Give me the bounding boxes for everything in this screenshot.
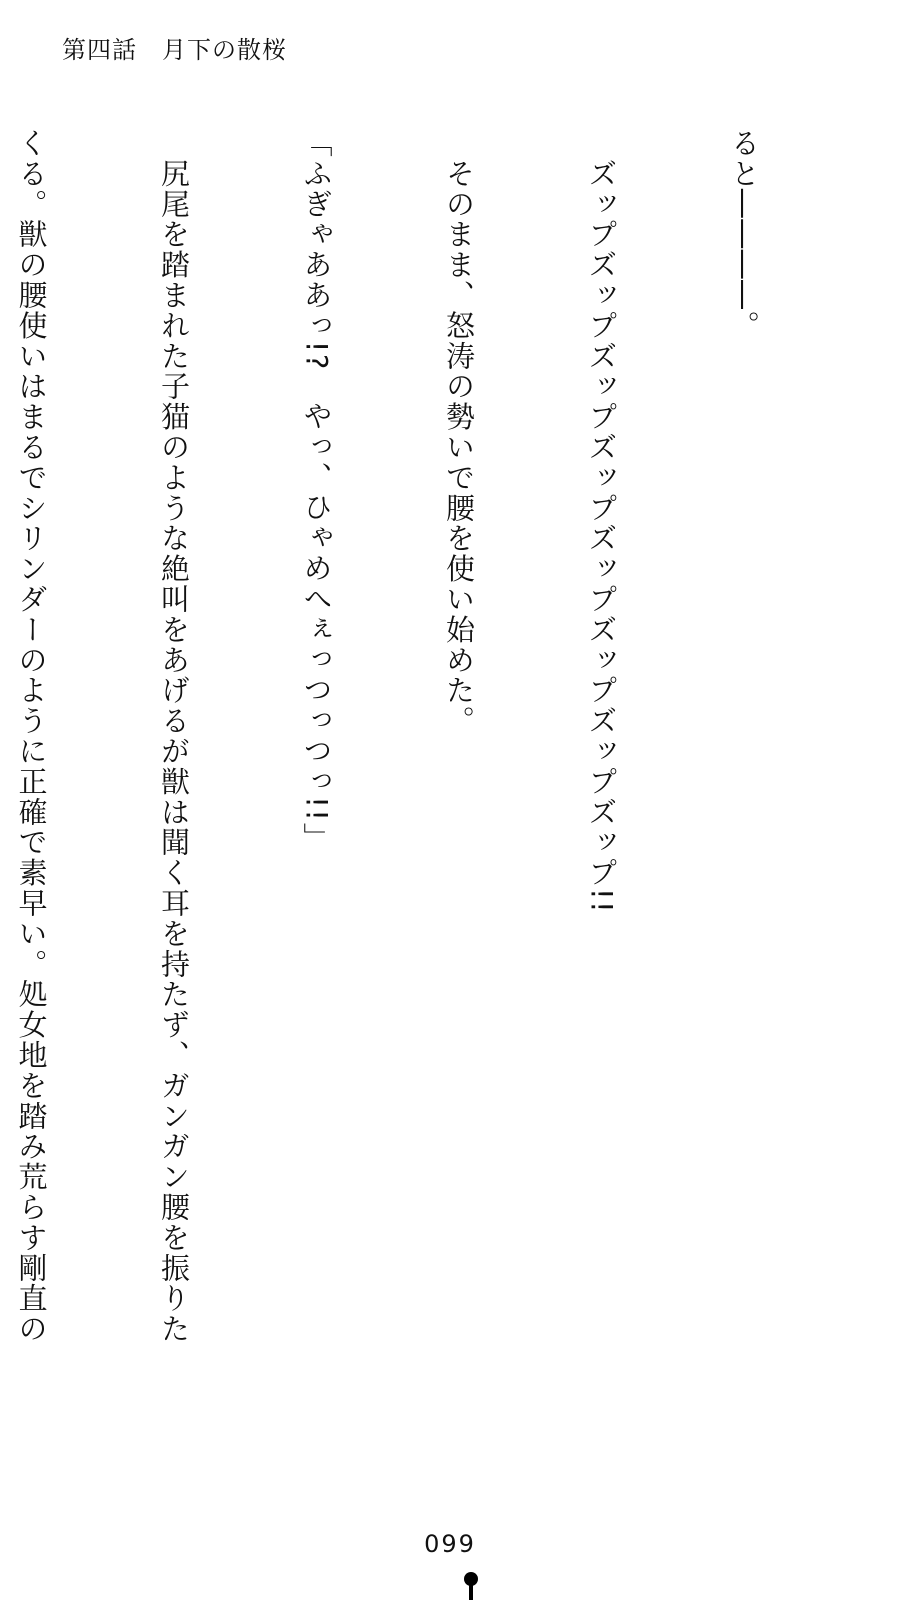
text-line: そのまま、怒涛の勢いで腰を使い始めた。 (442, 128, 476, 736)
page-number: 099 (424, 1530, 476, 1558)
page-marker-stem (469, 1580, 473, 1600)
text-line: 「ふぎゃああっ!? やっ、ひゃめへぇっつっつっ!!」 (299, 128, 334, 853)
vertical-body-text (14, 128, 862, 1344)
text-line: ると――――。 (727, 128, 761, 341)
text-line: 尻尾を踏まれた子猫のような絶叫をあげるが獣は聞く耳を持たず、ガンガン腰を振りた (157, 128, 191, 1344)
text-line: ズップズップズップズップズップズップズップズップ!! (584, 128, 619, 915)
text-line: くる。獣の腰使いはまるでシリンダーのように正確で素早い。処女地を踏み荒らす剛直の (14, 128, 49, 1344)
chapter-title: 第四話 月下の散桜 (62, 36, 287, 64)
